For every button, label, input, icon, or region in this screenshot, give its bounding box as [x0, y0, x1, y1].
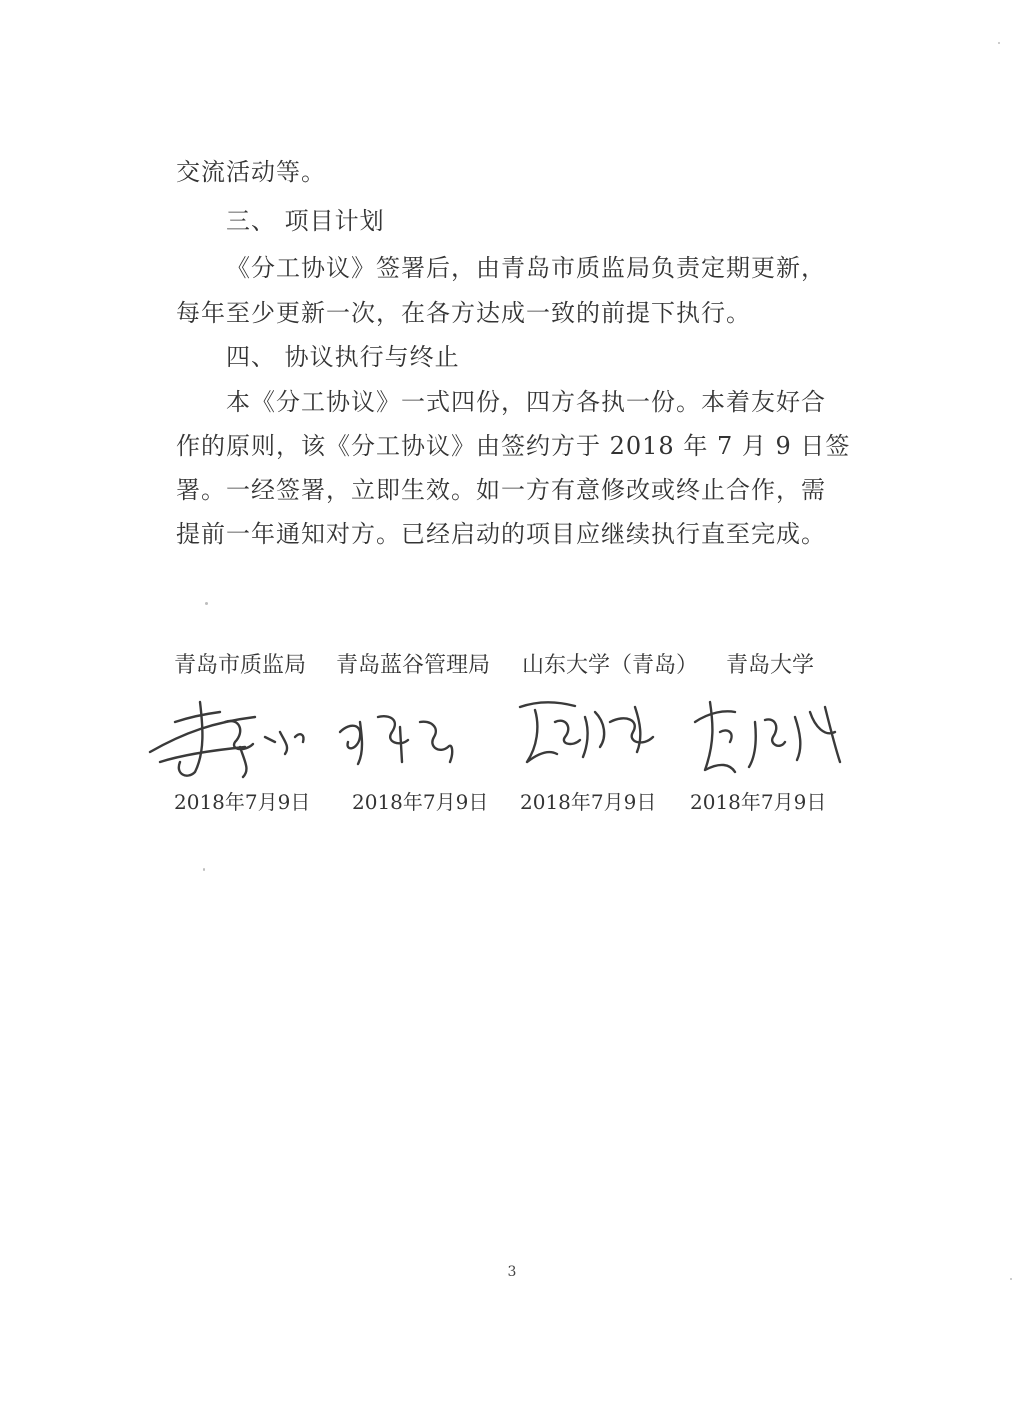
handwritten-signature: [685, 692, 855, 782]
body-line: 提前一年通知对方。已经启动的项目应继续执行直至完成。: [176, 520, 826, 548]
signatory-org: 青岛市质监局: [174, 653, 307, 678]
signatory-org: 山东大学（青岛）: [522, 653, 699, 678]
handwritten-signature: [145, 692, 345, 782]
signatory-org: 青岛蓝谷管理局: [336, 653, 491, 678]
scan-speck: [998, 42, 1000, 44]
signatory-date: 2018年7月9日: [352, 790, 489, 814]
scan-speck: [1010, 1278, 1012, 1280]
signatory-date: 2018年7月9日: [690, 790, 827, 814]
body-line-continuation: 交流活动等。: [176, 158, 326, 186]
body-line: 每年至少更新一次，在各方达成一致的前提下执行。: [176, 299, 751, 327]
handwritten-signature: [515, 692, 675, 782]
signatory-date: 2018年7月9日: [520, 790, 657, 814]
body-line: 作的原则，该《分工协议》由签约方于 2018 年 7 月 9 日签: [176, 432, 851, 460]
signatory-org: 青岛大学: [726, 653, 815, 678]
signatory-date: 2018年7月9日: [174, 790, 311, 814]
section-heading-project-plan: 三、 项目计划: [226, 207, 385, 235]
body-line: 《分工协议》签署后，由青岛市质监局负责定期更新，: [226, 254, 826, 282]
body-line: 本《分工协议》一式四份，四方各执一份。本着友好合: [226, 388, 826, 416]
section-heading-execution: 四、 协议执行与终止: [226, 343, 460, 371]
scan-speck: [205, 602, 208, 605]
handwritten-signature: [330, 692, 470, 782]
scan-speck: [203, 868, 205, 871]
page-number: 3: [507, 1264, 517, 1280]
body-line: 署。一经签署，立即生效。如一方有意修改或终止合作，需: [176, 476, 826, 504]
